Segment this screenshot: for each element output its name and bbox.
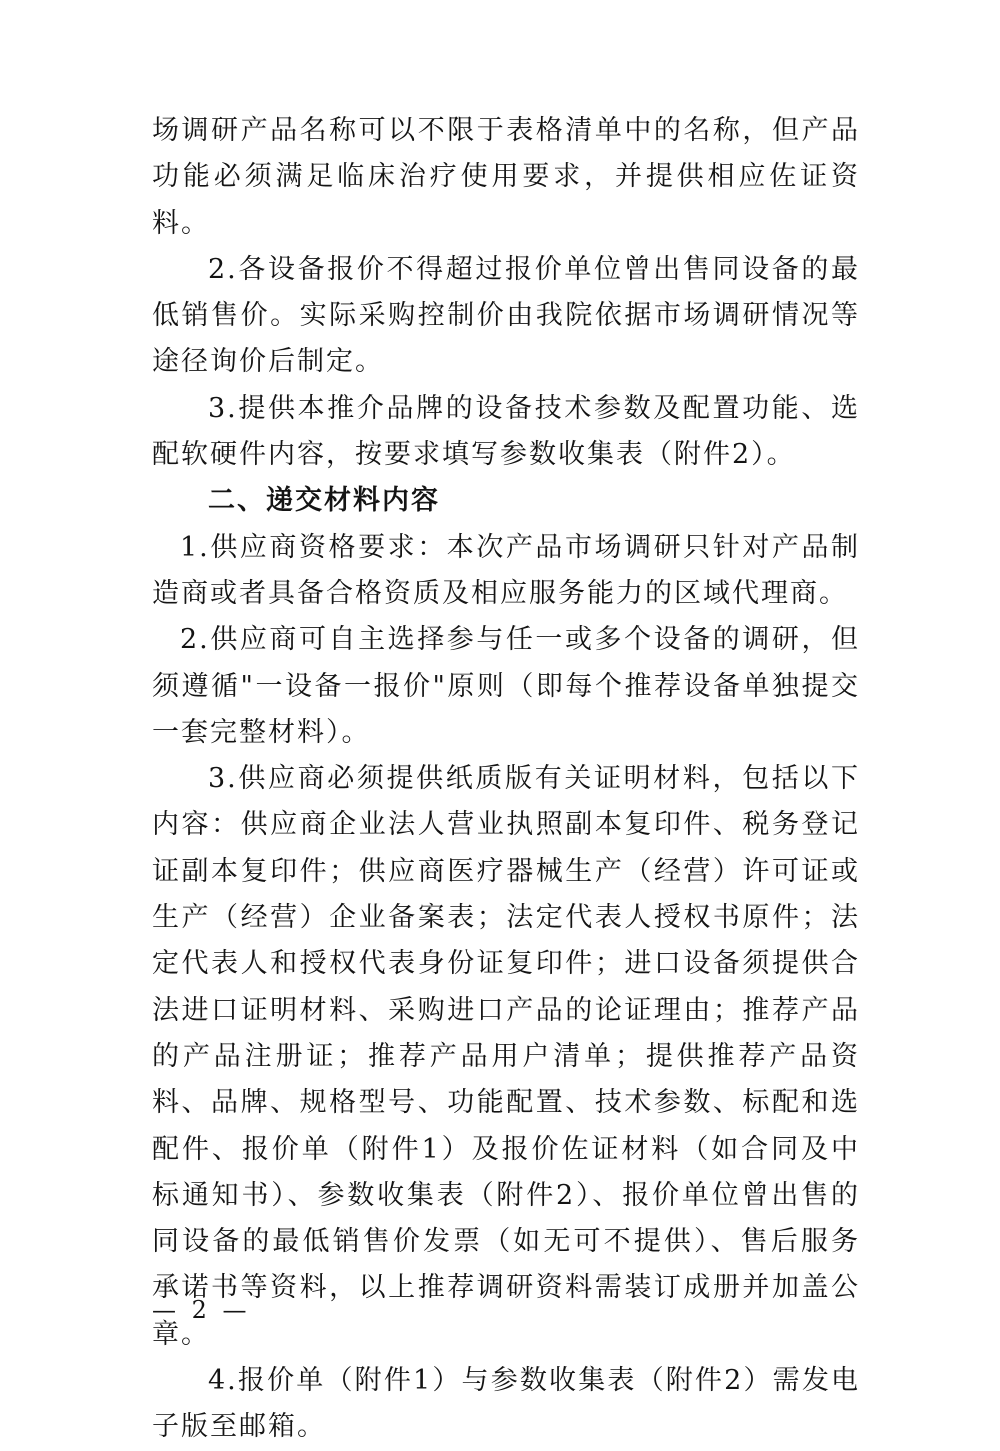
page-number: — 2 — [152, 1296, 251, 1324]
section-heading: 二、递交材料内容 [208, 485, 440, 517]
paragraph-tech-params: 3.提供本推介品牌的设备技术参数及配置功能、选配软硬件内容，按要求填写参数收集表（附件2）。 [152, 392, 860, 471]
paragraph-one-device-one-quote: 2.供应商可自主选择参与任一或多个设备的调研，但须遵循"一设备一报价"原则（即每个推荐设备单独提交一套完整材料）。 [152, 624, 860, 748]
paragraph-continuation: 场调研产品名称可以不限于表格清单中的名称，但产品功能必须满足临床治疗使用要求，并提供相应佐证资料。 [152, 115, 860, 239]
paragraph-price-limit: 2.各设备报价不得超过报价单位曾出售同设备的最低销售价。实际采购控制价由我院依据市场调研情况等途径询价后制定。 [152, 253, 860, 378]
document-body [152, 108, 860, 1451]
paragraph-electronic-submission: 4.报价单（附件1）与参数收集表（附件2）需发电子版至邮箱。 [152, 1365, 860, 1443]
paragraph-supplier-qualification: 1.供应商资格要求：本次产品市场调研只针对产品制造商或者具备合格资质及相应服务能力的区域代理商。 [152, 531, 860, 609]
paragraph-required-materials: 3.供应商必须提供纸质版有关证明材料，包括以下内容：供应商企业法人营业执照副本复印件、税务登记证副本复印件；供应商医疗器械生产（经营）许可证或生产（经营）企业备案表；法定代表人授权书原件；法定代表人和授权代表身份证复印件；进口设备须提供合法进口证明材料、采购进口产品的论证理由；推荐产品的产品注册证；推荐产品用户清单；提供推荐产品资料、品牌、规格型号、功能配置、技术参数、标配和选配件、报价单（附件1）及报价佐证材料（如合同及中标通知书）、参数收集表（附件2）、报价单位曾出售的同设备的最低销售价发票（如无可不提供）、售后服务承诺书等资料，以上推荐调研资料需装订成册并加盖公章。 [152, 763, 860, 1350]
